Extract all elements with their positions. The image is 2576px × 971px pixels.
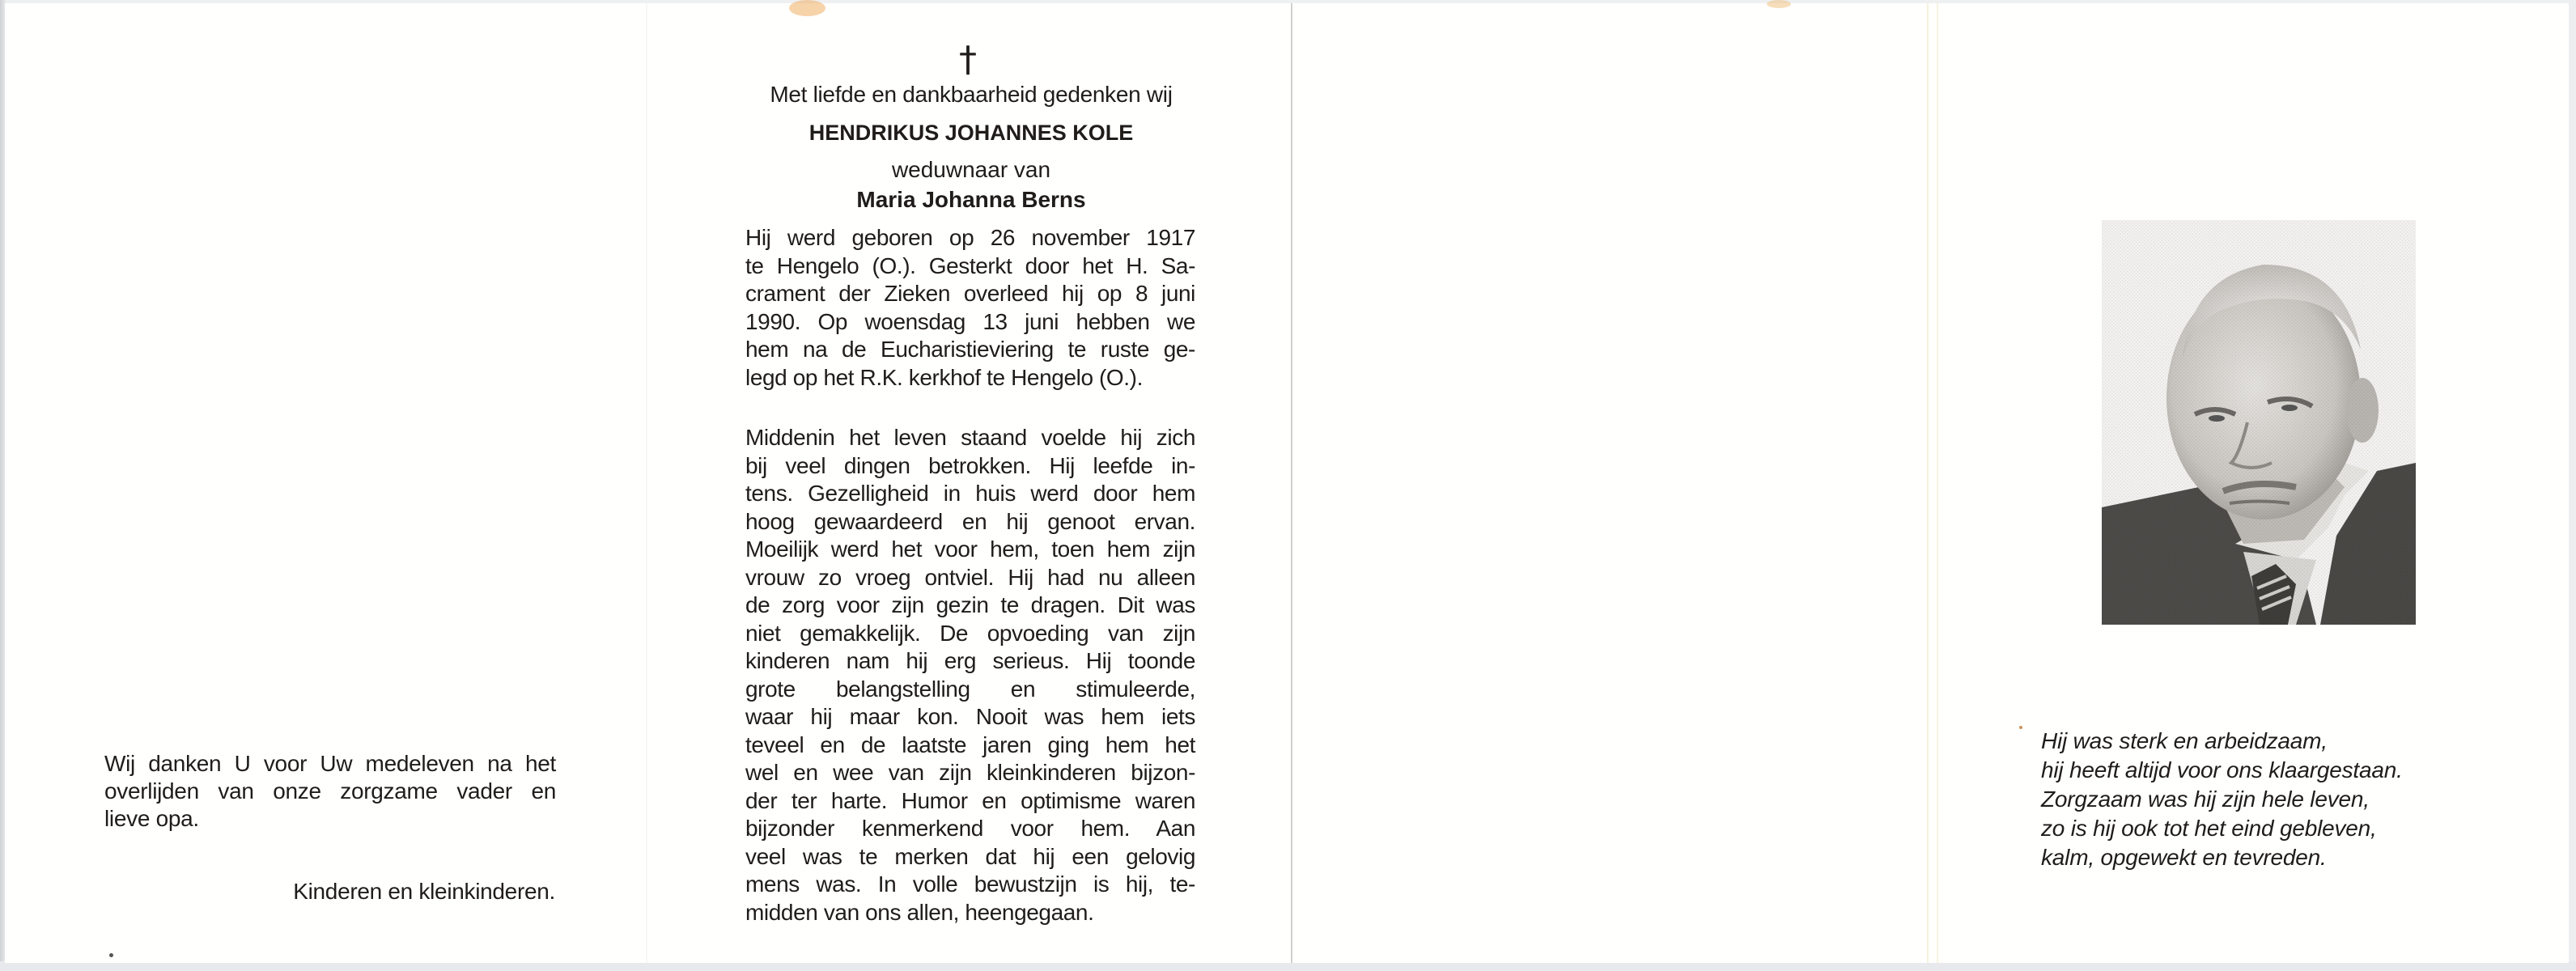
biography-line: te Hengelo (O.). Gesterkt door het H. Sa- <box>745 252 1195 278</box>
portrait-photo <box>2102 220 2416 625</box>
biography-line: hoog gewaardeerd en hij genoot ervan. <box>745 508 1195 534</box>
stain-mark <box>1767 0 1791 8</box>
cross-icon: † <box>959 39 977 80</box>
biography-line: bij veel dingen betrokken. Hij leefde in- <box>745 452 1195 478</box>
biography-line: Hij werd geboren op 26 november 1917 <box>745 225 1195 250</box>
card-right-edge <box>2569 0 2576 971</box>
biography-line: waar hij maar kon. Nooit was hem iets <box>745 704 1195 729</box>
biography-paragraph-2 <box>745 424 1195 926</box>
poem <box>2041 727 2403 872</box>
biography-paragraph-1 <box>745 224 1195 392</box>
fold-line-3-shadow <box>1937 3 1938 963</box>
speck-mark <box>109 953 113 957</box>
biography-line: kinderen nam hij erg serieus. Hij toonde <box>745 648 1195 673</box>
thanks-line: Wij danken U voor Uw medeleven na het <box>104 751 556 776</box>
thanks-line: overlijden van onze zorgzame vader en <box>104 778 556 804</box>
poem-line: kalm, opgewekt en tevreden. <box>2041 845 2327 870</box>
fold-line-3 <box>1927 3 1929 963</box>
fold-line-2 <box>1291 3 1292 963</box>
biography-line: veel was te merken dat hij een gelovig <box>745 843 1195 869</box>
biography-line: crament der Zieken overleed hij op 8 juni <box>745 281 1195 306</box>
biography-line: midden van ons allen, heengegaan. <box>745 899 1094 925</box>
biography-line: de zorg voor zijn gezin te dragen. Dit was <box>745 592 1195 617</box>
biography-line: Middenin het leven staand voelde hij zich <box>745 425 1195 450</box>
biography-line: hem na de Eucharistieviering te ruste ge- <box>745 337 1195 362</box>
poem-line: zo is hij ook tot het eind gebleven, <box>2041 816 2377 841</box>
intro-line: Met liefde en dankbaarheid gedenken wij <box>770 82 1173 107</box>
family-signature: Kinderen en kleinkinderen. <box>293 879 555 904</box>
biography-line: teveel en de laatste jaren ging hem het <box>745 731 1195 757</box>
stain-mark <box>789 0 825 16</box>
biography-line: legd op het R.K. kerkhof te Hengelo (O.). <box>745 364 1143 390</box>
biography-line: wel en wee van zijn kleinkinderen bijzon- <box>745 760 1195 785</box>
poem-line: Zorgzaam was hij zijn hele leven, <box>2041 787 2370 812</box>
poem-line: hij heeft altijd voor ons klaargestaan. <box>2041 757 2403 782</box>
thank-you-message <box>104 750 556 833</box>
biography-line: tens. Gezelligheid in huis werd door hem <box>745 481 1195 506</box>
biography-line: Moeilijk werd het voor hem, toen hem zijn <box>745 536 1195 562</box>
biography-line: vrouw zo vroeg ontviel. Hij had nu alleen <box>745 564 1195 590</box>
fold-line-1 <box>646 3 647 963</box>
speck-mark <box>2019 726 2022 729</box>
thanks-line: lieve opa. <box>104 806 199 831</box>
poem-line: Hij was sterk en arbeidzaam, <box>2041 728 2328 753</box>
relation-line: weduwnaar van <box>891 157 1051 182</box>
portrait-illustration <box>2102 220 2416 625</box>
biography-line: bijzonder kenmerkend voor hem. Aan <box>745 816 1195 841</box>
biography-line: mens was. In volle bewustzijn is hij, te- <box>745 871 1195 897</box>
spouse-name: Maria Johanna Berns <box>856 187 1086 212</box>
biography-line: niet gemakkelijk. De opvoeding van zijn <box>745 620 1195 646</box>
biography-line: grote belangstelling en stimuleerde, <box>745 676 1195 702</box>
biography-line: der ter harte. Humor en optimisme waren <box>745 787 1195 813</box>
biography-line: 1990. Op woensdag 13 juni hebben we <box>745 308 1195 334</box>
deceased-name: HENDRIKUS JOHANNES KOLE <box>808 121 1134 145</box>
